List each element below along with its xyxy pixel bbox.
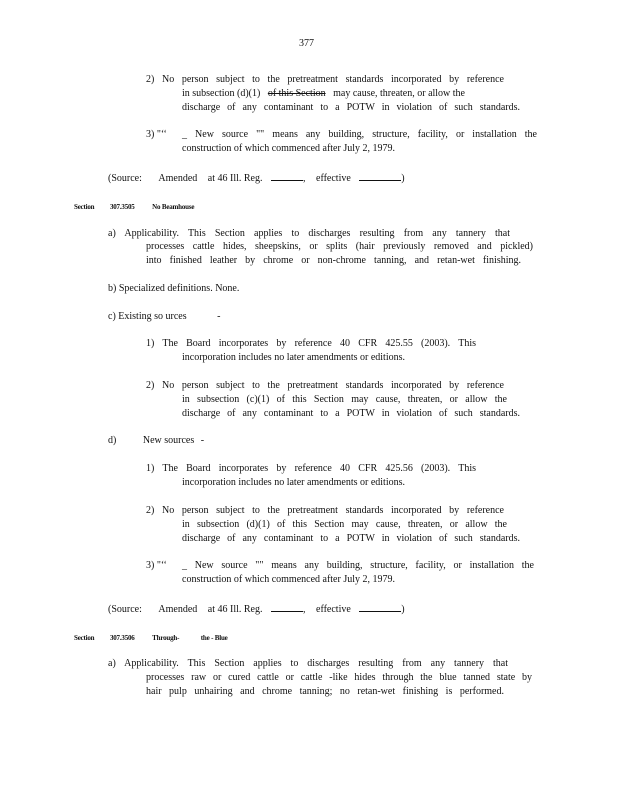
applicability-2-line-1: a) Applicability. This Section applies to discharges resulting from any tannery that xyxy=(108,658,508,669)
source-label: (Source: xyxy=(108,604,142,615)
source-close: ) xyxy=(401,604,405,615)
new-2-line-3: discharge of any contaminant to a POTW in violation of such standards. xyxy=(182,533,520,544)
paragraph-3-line-1: _ New source "" means any building, structure, facility, or installation the xyxy=(182,129,537,140)
section-heading-3506 xyxy=(74,632,228,644)
source-note-2 xyxy=(108,602,405,616)
section-number: 307.3505 xyxy=(109,203,135,211)
new-sources-label: d) xyxy=(108,435,117,446)
paragraph-2-line-3: discharge of any contaminant to a POTW in violation of such standards. xyxy=(182,102,520,113)
new-2-line-2: in subsection (d)(1) of this Section may cause, threaten, or allow the xyxy=(182,519,507,530)
section-label: Section xyxy=(74,634,95,642)
source-effective: effective xyxy=(316,173,351,184)
existing-1-line-1: 1) The Board incorporates by reference 40 CFR 425.55 (2003). This xyxy=(146,338,476,349)
applicability-2-line-2: processes raw or cured cattle or cattle -like hides through the blue tanned state by xyxy=(146,672,532,683)
paragraph-2-text-a: in subsection (d)(1) xyxy=(182,88,261,99)
source-amended: Amended xyxy=(158,173,198,184)
source-amended: Amended xyxy=(158,604,198,615)
source-comma: , xyxy=(303,604,306,615)
existing-2-line-2: in subsection (c)(1) of this Section may cause, threaten, or allow the xyxy=(182,394,507,405)
source-effective: effective xyxy=(316,604,351,615)
section-number: 307.3506 xyxy=(109,634,135,642)
existing-2-line-1: 2) No person subject to the pretreatment standards incorporated by reference xyxy=(146,380,504,391)
new-3-prefix: 3) "‘‘ xyxy=(146,560,167,571)
paragraph-2-text-b: may cause, threaten, or allow the xyxy=(333,88,465,99)
new-3-line-2: construction of which commenced after July 2, 1979. xyxy=(182,574,395,585)
new-1-line-1: 1) The Board incorporates by reference 40 CFR 425.56 (2003). This xyxy=(146,463,476,474)
existing-sources-dash: - xyxy=(217,311,221,322)
specialized-definitions: b) Specialized definitions. None. xyxy=(108,283,240,294)
existing-sources-heading xyxy=(108,311,220,323)
applicability-2-line-3: hair pulp unhairing and chrome tanning; no retan-wet finishing is performed. xyxy=(146,686,504,697)
existing-1-line-2: incorporation includes no later amendments or editions. xyxy=(182,352,405,363)
struck-text: of this Section xyxy=(267,88,326,99)
new-sources-dash: - xyxy=(200,435,205,446)
applicability-line-2: processes cattle hides, sheepskins, or splits (hair previously removed and pickled) xyxy=(146,241,533,252)
reg-blank xyxy=(271,602,303,612)
existing-sources-label: c) Existing so urces xyxy=(108,311,187,322)
section-title: No Beamhouse xyxy=(152,203,195,211)
new-sources-text: New sources xyxy=(142,435,195,446)
section-title-b: the - Blue xyxy=(200,634,228,642)
section-heading-3505 xyxy=(74,201,194,213)
paragraph-3-line-2: construction of which commenced after July 2, 1979. xyxy=(182,143,395,154)
source-comma: , xyxy=(303,173,306,184)
new-sources-heading xyxy=(108,435,204,447)
section-label: Section xyxy=(74,203,95,211)
effective-blank xyxy=(359,602,401,612)
source-close: ) xyxy=(401,173,405,184)
page-number: 377 xyxy=(299,38,314,49)
applicability-line-3: into finished leather by chrome or non-chrome tanning, and retan-wet finishing. xyxy=(146,255,521,266)
applicability-line-1: a) Applicability. This Section applies to discharges resulting from any tannery that xyxy=(108,228,510,239)
section-title-a: Through- xyxy=(152,634,180,642)
paragraph-2-line-2 xyxy=(182,88,465,100)
new-2-line-1: 2) No person subject to the pretreatment standards incorporated by reference xyxy=(146,505,504,516)
source-reg: at 46 Ill. Reg. xyxy=(207,604,263,615)
new-1-line-2: incorporation includes no later amendments or editions. xyxy=(182,477,405,488)
new-3-line-1: _ New source "" means any building, structure, facility, or installation the xyxy=(182,560,534,571)
source-label: (Source: xyxy=(108,173,142,184)
paragraph-3-prefix: 3) "‘‘ xyxy=(146,129,167,140)
effective-blank xyxy=(359,171,401,181)
reg-blank xyxy=(271,171,303,181)
source-note-1 xyxy=(108,171,405,185)
paragraph-2-line-1: 2) No person subject to the pretreatment standards incorporated by reference xyxy=(146,74,504,85)
existing-2-line-3: discharge of any contaminant to a POTW in violation of such standards. xyxy=(182,408,520,419)
source-reg: at 46 Ill. Reg. xyxy=(207,173,263,184)
